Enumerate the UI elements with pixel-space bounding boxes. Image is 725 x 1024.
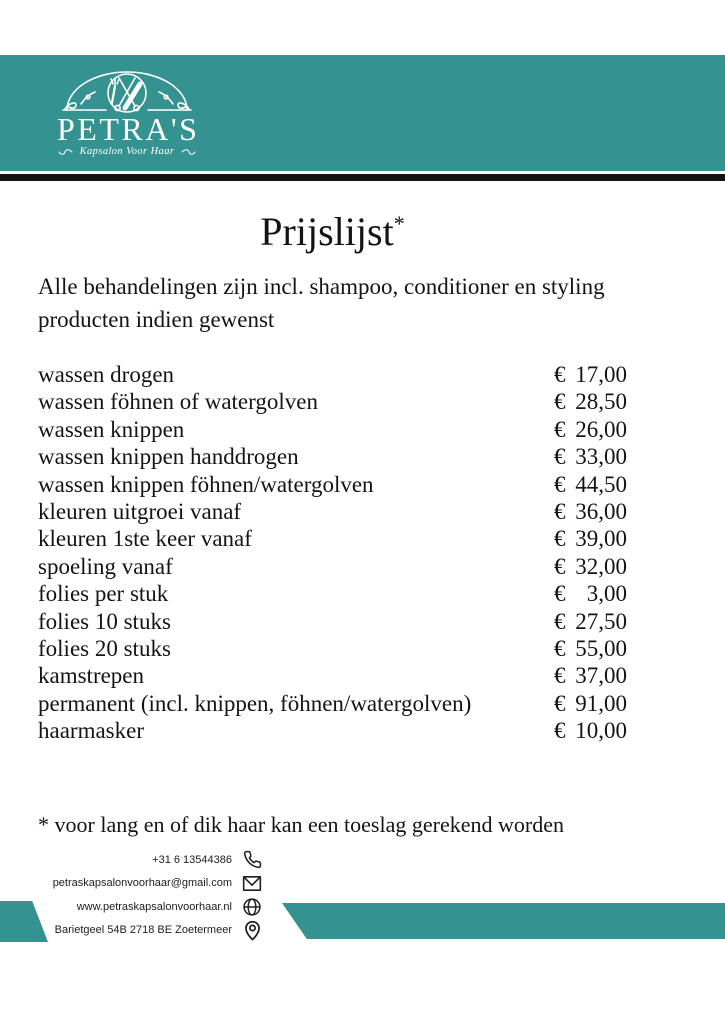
contact-website (0, 895, 263, 919)
flourish-left-icon (58, 148, 73, 156)
price-amount: 44,50 (575, 471, 627, 497)
page-title: Prijslijst* (260, 209, 405, 254)
price-row (38, 608, 627, 635)
price-row (38, 388, 627, 415)
price-item-label: wassen knippen föhnen/watergolven (38, 471, 374, 497)
price-row (38, 553, 627, 580)
price-amount: 3,00 (586, 581, 627, 607)
contact-phone (0, 848, 263, 872)
contact-email (0, 872, 263, 896)
price-value (554, 717, 627, 744)
bottom-right-teal-shape (282, 903, 725, 939)
price-item-label: haarmasker (38, 718, 144, 744)
price-amount: 27,50 (575, 608, 627, 634)
price-value (554, 690, 627, 717)
price-value (554, 635, 627, 662)
phone-icon (241, 848, 263, 871)
salon-tagline: Kapsalon Voor Haar (57, 146, 197, 157)
price-value (554, 471, 627, 498)
currency-symbol: € (554, 636, 566, 662)
salon-logo (57, 64, 200, 157)
price-item-label: folies per stuk (38, 581, 169, 607)
price-item-label: permanent (incl. knippen, föhnen/watergolven) (38, 690, 472, 716)
price-amount: 17,00 (575, 362, 627, 387)
price-value (554, 361, 627, 388)
currency-symbol: € (554, 499, 566, 525)
flourish-right-icon (181, 148, 196, 156)
divider-bar (0, 174, 725, 181)
price-item-label: spoeling vanaf (38, 553, 173, 579)
price-item-label: folies 10 stuks (38, 608, 171, 634)
price-row (38, 635, 627, 662)
email-address: petraskapsalonvoorhaar@gmail.com (52, 877, 232, 890)
price-amount: 33,00 (575, 444, 627, 470)
price-row (38, 498, 627, 525)
price-value (554, 553, 627, 580)
price-amount: 28,50 (575, 389, 627, 415)
price-row (38, 662, 627, 689)
price-item-label: kleuren 1ste keer vanaf (38, 526, 252, 552)
currency-symbol: € (554, 389, 566, 415)
currency-symbol: € (554, 581, 566, 607)
price-amount: 10,00 (575, 718, 627, 744)
currency-symbol: € (554, 416, 566, 442)
price-row (38, 471, 627, 498)
price-amount: 91,00 (575, 690, 627, 716)
price-amount: 32,00 (575, 553, 627, 579)
header-band (0, 55, 725, 171)
price-amount: 39,00 (575, 526, 627, 552)
currency-symbol: € (554, 444, 566, 470)
currency-symbol: € (554, 526, 566, 552)
price-list (38, 361, 627, 745)
price-value (554, 416, 627, 443)
price-item-label: wassen föhnen of watergolven (38, 389, 318, 415)
price-item-label: folies 20 stuks (38, 636, 171, 662)
price-row (38, 525, 627, 552)
price-row (38, 580, 627, 607)
price-value (554, 608, 627, 635)
price-amount: 26,00 (575, 416, 627, 442)
currency-symbol: € (554, 553, 566, 579)
price-item-label: wassen knippen (38, 416, 185, 442)
currency-symbol: € (554, 362, 566, 387)
price-row (38, 416, 627, 443)
price-row (38, 690, 627, 717)
mail-icon (241, 872, 263, 895)
price-amount: 55,00 (575, 636, 627, 662)
price-row (38, 361, 627, 388)
currency-symbol: € (554, 471, 566, 497)
intro-text: Alle behandelingen zijn incl. shampoo, conditioner en styling producten indien gewenst (38, 274, 605, 332)
location-pin-icon (241, 919, 263, 942)
currency-symbol: € (554, 663, 566, 689)
price-item-label: kamstrepen (38, 663, 145, 689)
price-value (554, 662, 627, 689)
website-url: www.petraskapsalonvoorhaar.nl (76, 900, 232, 913)
currency-symbol: € (554, 718, 566, 744)
title-asterisk: * (393, 211, 405, 236)
salon-name: PETRA'S (57, 111, 200, 147)
price-amount: 37,00 (575, 663, 627, 689)
footnote-text: * voor lang en of dik haar kan een toeslag gerekend worden (38, 812, 564, 837)
currency-symbol: € (554, 690, 566, 716)
price-value (554, 525, 627, 552)
price-value (554, 580, 627, 607)
price-item-label: wassen drogen (38, 362, 175, 387)
price-value (554, 388, 627, 415)
currency-symbol: € (554, 608, 566, 634)
price-row (38, 717, 627, 744)
price-value (554, 498, 627, 525)
price-row (38, 443, 627, 470)
street-address: Barietgeel 54B 2718 BE Zoetermeer (54, 924, 232, 937)
globe-icon (241, 895, 263, 918)
price-amount: 36,00 (575, 499, 627, 525)
logo-ornament-icon (61, 64, 193, 114)
phone-number: +31 6 13544386 (152, 853, 232, 866)
price-value (554, 443, 627, 470)
price-item-label: kleuren uitgroei vanaf (38, 499, 242, 525)
price-item-label: wassen knippen handdrogen (38, 444, 299, 470)
